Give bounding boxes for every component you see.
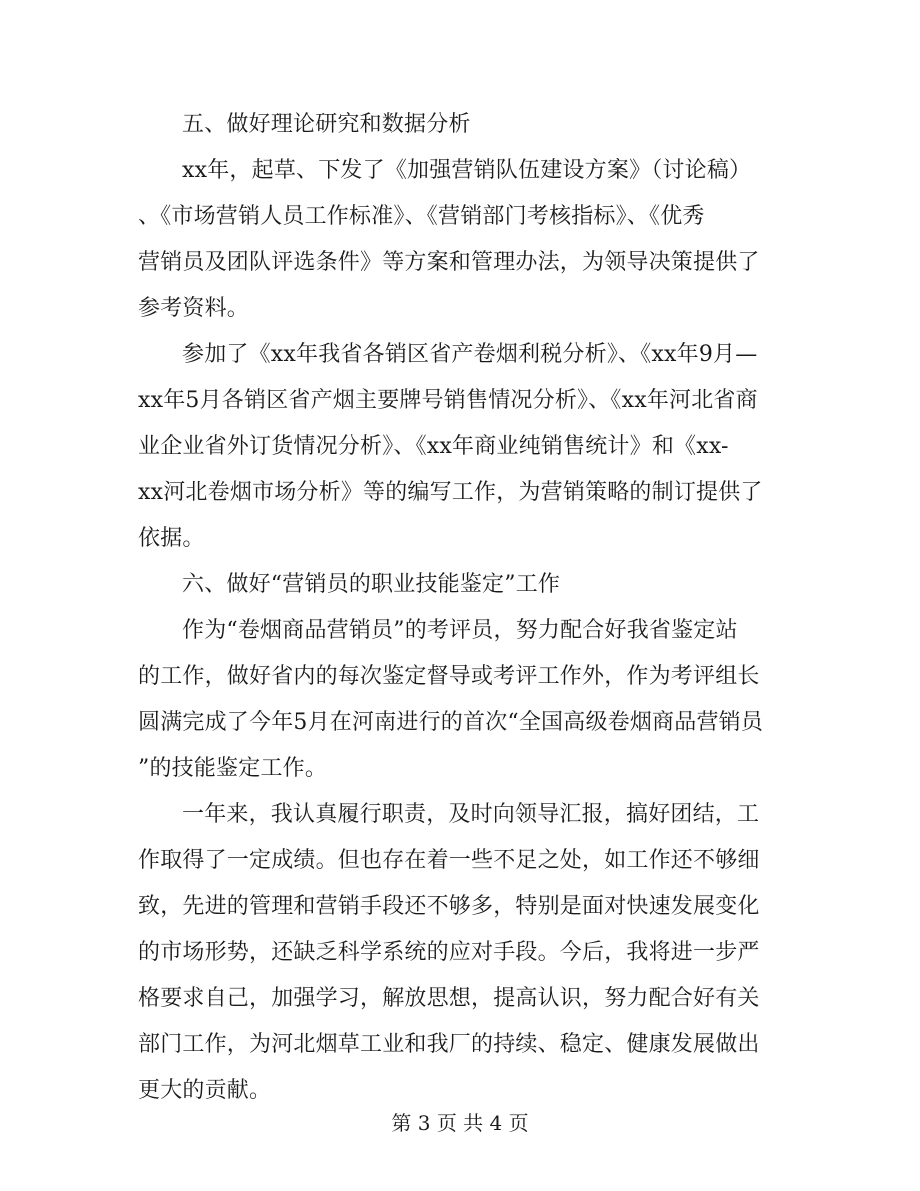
paragraph-line: 作为“卷烟商品营销员”的考评员，努力配合好我省鉴定站 xyxy=(182,618,738,643)
paragraph-line: 营销员及团队评选条件》等方案和管理办法，为领导决策提供了 xyxy=(138,250,760,275)
paragraph-line: 致，先进的管理和营销手段还不够多，特别是面对快速发展变化 xyxy=(138,894,760,919)
paragraph-line: 格要求自己，加强学习，解放思想，提高认识，努力配合好有关 xyxy=(138,986,760,1011)
document-body xyxy=(138,102,786,1114)
paragraph-line: 业企业省外订货情况分析》、《xx年商业纯销售统计》和《xx- xyxy=(138,434,729,459)
paragraph-line: 的工作，做好省内的每次鉴定督导或考评工作外，作为考评组长 xyxy=(138,664,760,689)
section-heading-5: 五、做好理论研究和数据分析 xyxy=(182,112,471,137)
paragraph-line: 参考资料。 xyxy=(138,296,250,321)
paragraph-line: 圆满完成了今年5月在河南进行的首次“全国高级卷烟商品营销员 xyxy=(138,710,764,735)
paragraph-line: 作取得了一定成绩。但也存在着一些不足之处，如工作还不够细 xyxy=(138,848,760,873)
paragraph-line: 一年来，我认真履行职责，及时向领导汇报，搞好团结，工 xyxy=(182,802,760,827)
paragraph-line: 部门工作，为河北烟草工业和我厂的持续、稳定、健康发展做出 xyxy=(138,1032,760,1057)
section-heading-6: 六、做好“营销员的职业技能鉴定”工作 xyxy=(182,572,561,597)
page-number-footer: 第 3 页 共 4 页 xyxy=(391,1111,529,1135)
paragraph-line: 的市场形势，还缺乏科学系统的应对手段。今后，我将进一步严 xyxy=(138,940,760,965)
paragraph-line: xx年，起草、下发了《加强营销队伍建设方案》（讨论稿） xyxy=(182,158,752,183)
paragraph-line: xx年5月各销区省产烟主要牌号销售情况分析》、《xx年河北省商 xyxy=(138,388,758,413)
paragraph-line: xx河北卷烟市场分析》等的编写工作，为营销策略的制订提供了 xyxy=(138,480,763,505)
paragraph-line: 更大的贡献。 xyxy=(138,1078,272,1103)
paragraph-line: 、《市场营销人员工作标准》、《营销部门考核指标》、《优秀 xyxy=(138,204,705,229)
paragraph-line: 依据。 xyxy=(138,526,205,551)
paragraph-line: 参加了《xx年我省各销区省产卷烟利税分析》、《xx年9月— xyxy=(182,342,758,367)
paragraph-line: ”的技能鉴定工作。 xyxy=(138,756,328,781)
